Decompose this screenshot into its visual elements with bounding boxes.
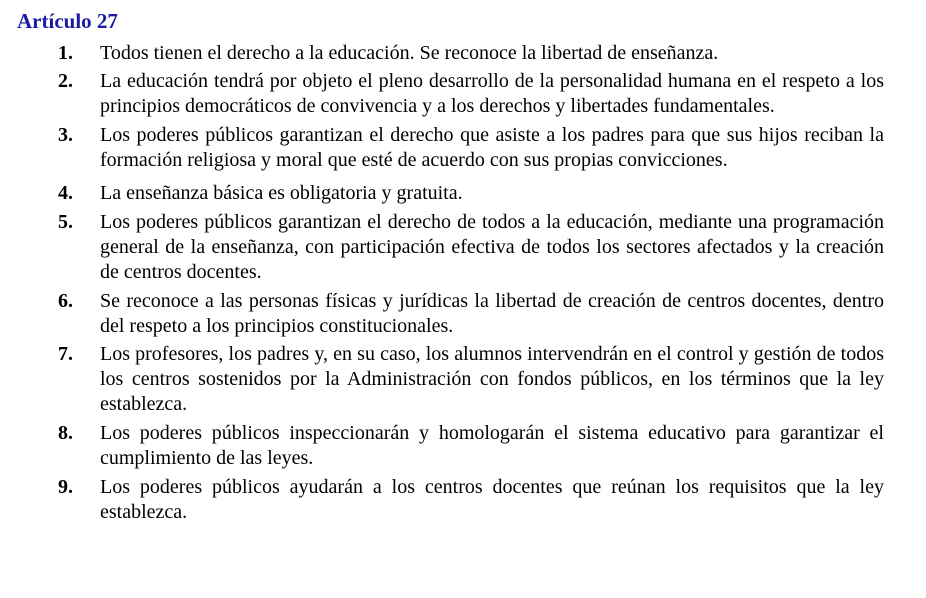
item-text: Los poderes públicos garantizan el derecho de todos a la educación, mediante una programación general de la enseñanza, con participación efectiva de todos los sectores afectados y la creación de centros docentes. xyxy=(100,211,884,283)
list-item xyxy=(0,181,926,206)
article-title: Artículo 27 xyxy=(17,9,118,33)
list-item xyxy=(0,210,926,285)
item-number: 9. xyxy=(58,476,73,498)
item-text: Los profesores, los padres y, en su caso, los alumnos intervendrán en el control y gestión de todos los centros sostenidos por la Administración con fondos públicos, en los términos que la ley establezca. xyxy=(100,343,884,415)
list-item xyxy=(0,475,926,525)
item-number: 5. xyxy=(58,211,73,233)
item-text: Los poderes públicos garantizan el derecho que asiste a los padres para que sus hijos reciban la formación religiosa y moral que esté de acuerdo con sus propias convicciones. xyxy=(100,124,884,171)
item-text: Los poderes públicos ayudarán a los centros docentes que reúnan los requisitos que la ley establezca. xyxy=(100,476,884,523)
item-number: 4. xyxy=(58,182,73,204)
item-text: Se reconoce a las personas físicas y jurídicas la libertad de creación de centros docentes, dentro del respeto a los principios constitucionales. xyxy=(100,290,884,337)
item-text: Los poderes públicos inspeccionarán y homologarán el sistema educativo para garantizar el cumplimiento de las leyes. xyxy=(100,422,884,469)
list-item xyxy=(0,421,926,471)
item-number: 1. xyxy=(58,42,73,64)
item-number: 6. xyxy=(58,290,73,312)
list-item xyxy=(0,289,926,339)
list-item xyxy=(0,342,926,417)
list-item xyxy=(0,41,926,66)
item-number: 2. xyxy=(58,70,73,92)
item-number: 3. xyxy=(58,124,73,146)
item-text: La enseñanza básica es obligatoria y gratuita. xyxy=(100,182,463,204)
item-number: 8. xyxy=(58,422,73,444)
list-item xyxy=(0,69,926,119)
item-text: Todos tienen el derecho a la educación. Se reconoce la libertad de enseñanza. xyxy=(100,42,719,64)
item-number: 7. xyxy=(58,343,73,365)
article-paragraph-list xyxy=(0,41,926,525)
item-text: La educación tendrá por objeto el pleno desarrollo de la personalidad humana en el respeto a los principios democráticos de convivencia y a los derechos y libertades fundamentales. xyxy=(100,70,884,117)
list-item xyxy=(0,123,926,173)
